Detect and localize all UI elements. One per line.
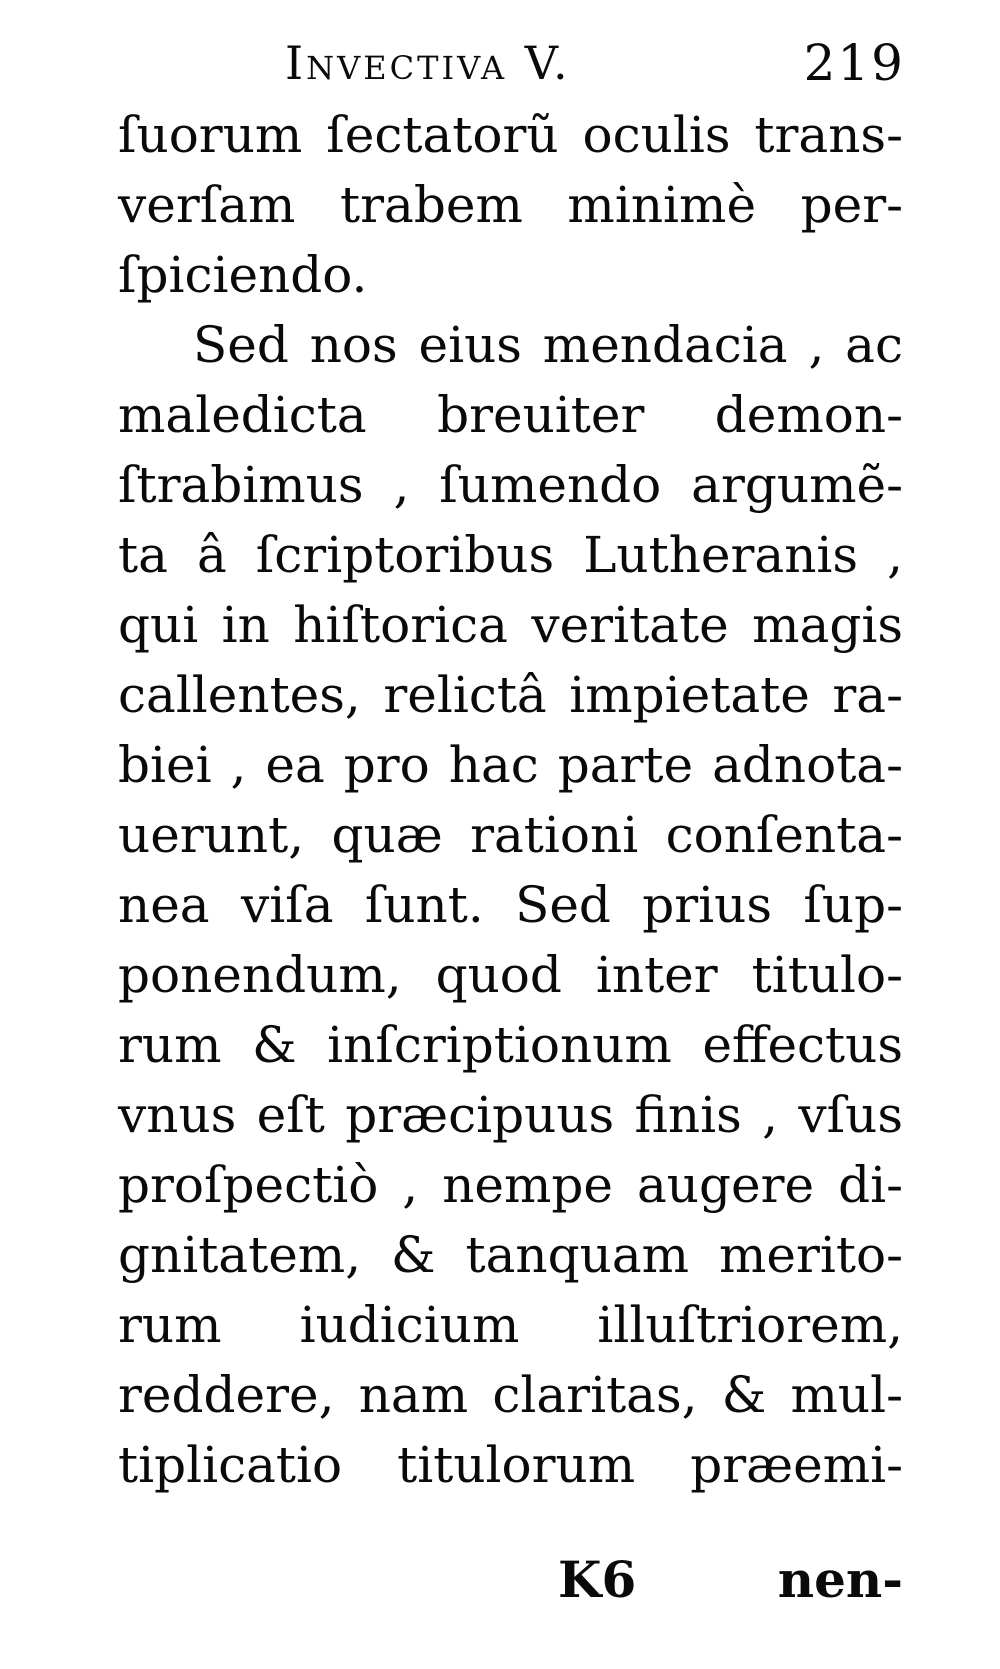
text-line: nea viſa ſunt. Sed prius ſup-: [118, 876, 903, 934]
text-line: verſam trabem minimè per-: [118, 176, 903, 234]
text-line: ta â ſcriptoribus Lutheranis ,: [118, 526, 903, 584]
text-line: rum & inſcriptionum effectus: [118, 1016, 903, 1074]
catchword: nen-: [777, 1550, 903, 1609]
text-line: ſpiciendo.: [118, 246, 368, 304]
running-head: [115, 30, 905, 100]
text-line: biei , ea pro hac parte adnota-: [118, 736, 903, 794]
text-line: rum iudicium illuſtriorem,: [118, 1296, 903, 1354]
text-line: callentes, relictâ impietate ra-: [118, 666, 903, 724]
text-line: ſtrabimus , ſumendo argumẽ-: [118, 456, 903, 514]
paragraph-first-line: Sed nos eius mendacia , ac: [193, 316, 903, 374]
text-line: ſuorum ſectatorũ oculis trans-: [118, 106, 903, 164]
signature-row: [118, 1545, 903, 1620]
text-line: gnitatem, & tanquam merito-: [118, 1226, 903, 1284]
text-line: reddere, nam claritas, & mul-: [118, 1366, 903, 1424]
text-line: tiplicatio titulorum præemi-: [118, 1436, 903, 1494]
page-number: 219: [803, 34, 905, 92]
signature-mark: K6: [558, 1550, 637, 1609]
text-line: proſpectiò , nempe augere di-: [118, 1156, 903, 1214]
text-line: ponendum, quod inter titulo-: [118, 946, 903, 1004]
text-line: vnus eſt præcipuus finis , vſus: [118, 1086, 903, 1144]
text-line: qui in hiſtorica veritate magis: [118, 596, 903, 654]
body-text: [118, 100, 903, 1500]
text-line: uerunt, quæ rationi conſenta-: [118, 806, 903, 864]
text-line: maledicta breuiter demon-: [118, 386, 903, 444]
running-title: Invectiva V.: [285, 36, 571, 90]
